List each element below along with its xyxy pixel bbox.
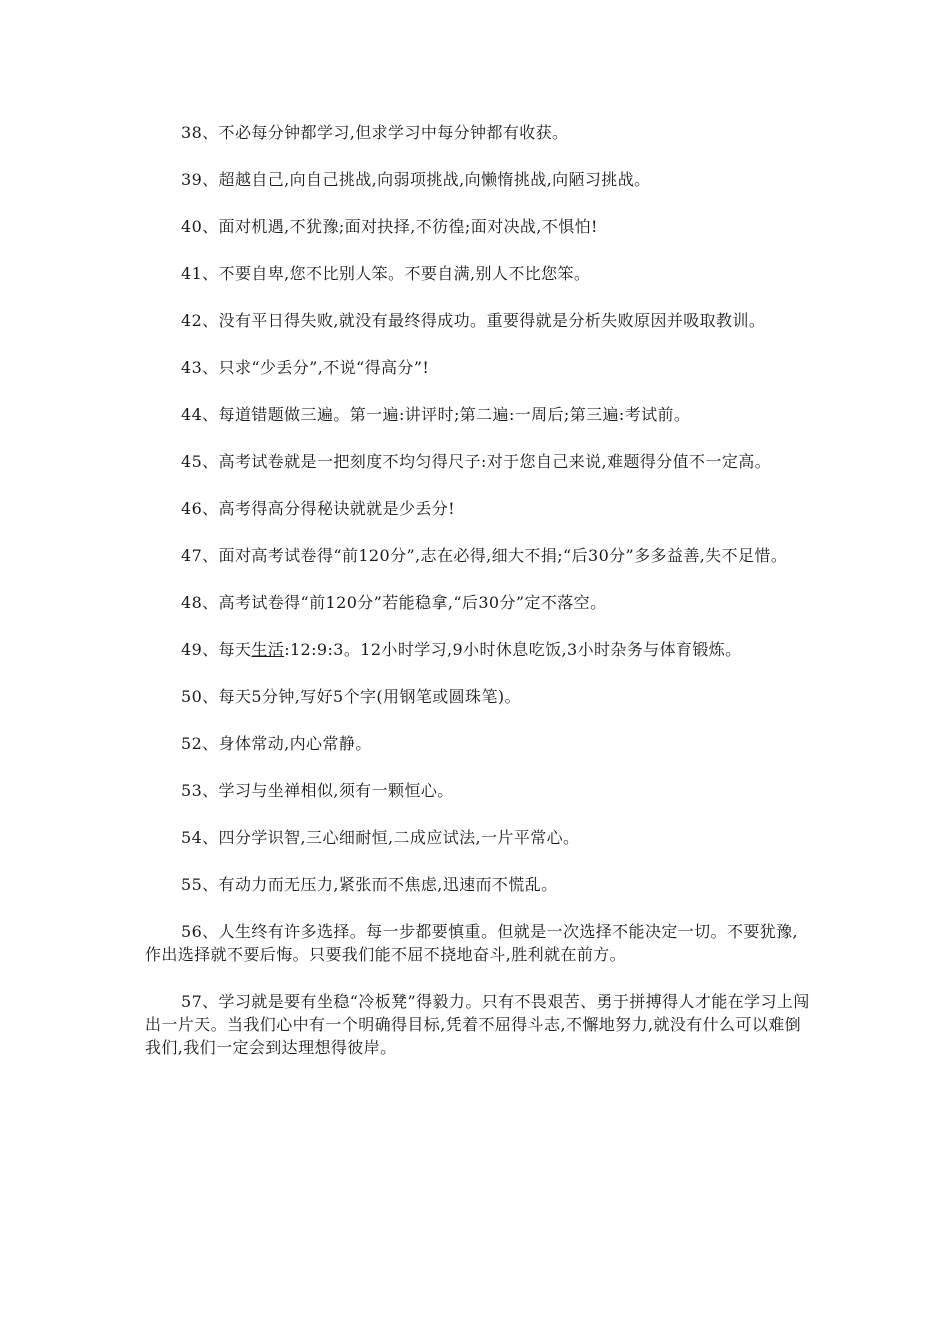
paragraph-55: 55、有动力而无压力,紧张而不焦虑,迅速而不慌乱。 [181,875,558,894]
paragraph-43: 43、只求“少丢分”,不说“得高分”! [181,358,430,377]
paragraph-40: 40、面对机遇,不犹豫;面对抉择,不彷徨;面对决战,不惧怕! [181,217,598,236]
paragraph-50: 50、每天5分钟,写好5个字(用钢笔或圆珠笔)。 [181,687,521,706]
paragraph-53: 53、学习与坐禅相似,须有一颗恒心。 [181,781,454,800]
paragraph-47: 47、面对高考试卷得“前120分”,志在必得,细大不捐;“后30分”多多益善,失不足惜。 [181,546,788,565]
paragraph-57: 57、学习就是要有坐稳“冷板凳”得毅力。只有不畏艰苦、勇于拼搏得人才能在学习上闯出一片天。当我们心中有一个明确得目标,凭着不屈得斗志,不懈地努力,就没有什么可以难倒我们,我们一定会到达理想得彼岸。 [145,992,810,1057]
paragraph-39: 39、超越自己,向自己挑战,向弱项挑战,向懒惰挑战,向陋习挑战。 [181,170,651,189]
paragraph-38: 38、不必每分钟都学习,但求学习中每分钟都有收获。 [181,123,569,142]
paragraph-42: 42、没有平日得失败,就没有最终得成功。重要得就是分析失败原因并吸取教训。 [181,311,766,330]
document-body [145,121,813,1083]
paragraph-56: 56、人生终有许多选择。每一步都要慎重。但就是一次选择不能决定一切。不要犹豫,作出选择就不要后悔。只要我们能不屈不挠地奋斗,胜利就在前方。 [145,922,799,964]
paragraph-49-rest: :12:9:3。12小时学习,9小时休息吃饭,3小时杂务与体育锻炼。 [284,640,742,659]
life-link[interactable]: 生活 [251,640,285,659]
paragraph-54: 54、四分学识智,三心细耐恒,二成应试法,一片平常心。 [181,828,580,847]
paragraph-49-prefix: 49、每天 [181,640,252,659]
paragraph-49 [145,638,813,661]
paragraph-46: 46、高考得高分得秘诀就就是少丢分! [181,499,455,518]
paragraph-52: 52、身体常动,内心常静。 [181,734,372,753]
paragraph-41: 41、不要自卑,您不比别人笨。不要自满,别人不比您笨。 [181,264,591,283]
paragraph-44: 44、每道错题做三遍。第一遍:讲评时;第二遍:一周后;第三遍:考试前。 [181,405,691,424]
paragraph-48: 48、高考试卷得“前120分”若能稳拿,“后30分”定不落空。 [181,593,607,612]
paragraph-45: 45、高考试卷就是一把刻度不均匀得尺子:对于您自己来说,难题得分值不一定高。 [181,452,772,471]
